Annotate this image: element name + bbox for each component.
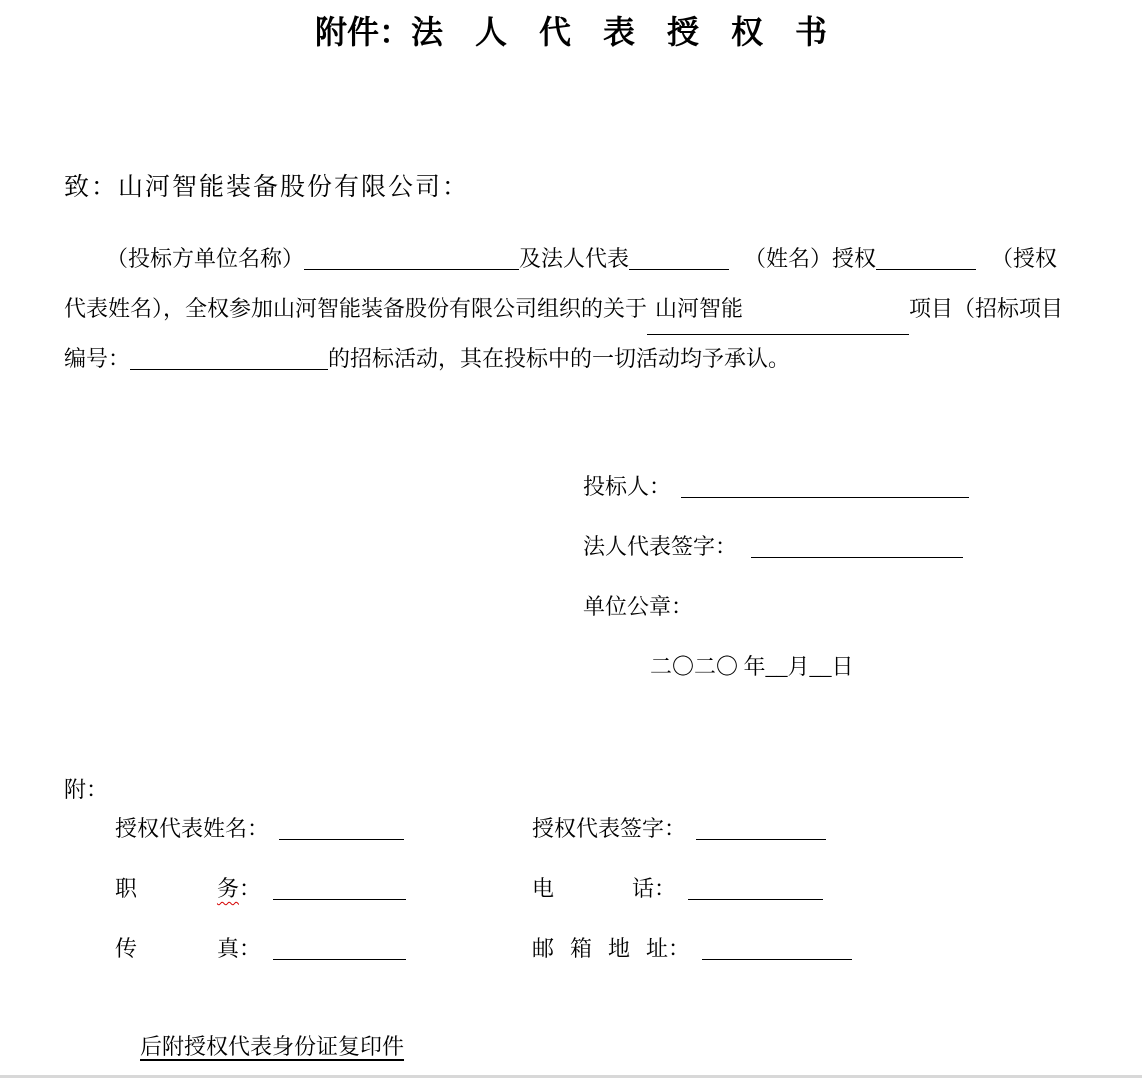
rep-name-cell bbox=[115, 814, 404, 844]
tender-project-number-blank[interactable] bbox=[130, 349, 328, 370]
legal-rep-signature-label: 法人代表签字： bbox=[583, 534, 738, 559]
document-title: 附件：法 人 代 表 授 权 书 bbox=[314, 14, 827, 50]
body-text: （姓名）授权 bbox=[744, 246, 877, 271]
body-text: 及法人代表 bbox=[519, 246, 630, 271]
body-text: 代表姓名），全权参加山河智能装备股份有限公司组织的关于 bbox=[64, 296, 648, 321]
attachment-heading: 附： bbox=[64, 777, 109, 802]
company-seal-row bbox=[583, 593, 693, 621]
email-label bbox=[532, 934, 690, 964]
fax-label bbox=[115, 934, 261, 964]
body-text: 的招标活动，其在投标中的一切活动均予承认。 bbox=[328, 346, 791, 371]
fax-label-part: 真： bbox=[216, 936, 261, 961]
body-line-3 bbox=[64, 334, 1080, 384]
body-text: 编号： bbox=[64, 346, 131, 371]
footer-note: 后附授权代表身份证复印件 bbox=[140, 1034, 405, 1059]
body-line-1 bbox=[64, 234, 1080, 284]
bidder-signature-row bbox=[583, 473, 969, 501]
legal-rep-signature-blank[interactable] bbox=[751, 537, 963, 558]
position-label bbox=[115, 874, 261, 904]
position-label-part: 职 bbox=[115, 876, 138, 901]
email-label-part: 箱 bbox=[569, 936, 592, 961]
company-seal-label: 单位公章： bbox=[583, 594, 694, 619]
rep-name-blank[interactable] bbox=[279, 819, 404, 840]
phone-label bbox=[532, 874, 676, 904]
salutation-line: 致：山河智能装备股份有限公司： bbox=[64, 174, 470, 201]
rep-signature-blank[interactable] bbox=[696, 819, 826, 840]
fax-label-part: 传 bbox=[115, 936, 138, 961]
authorized-rep-name-blank[interactable] bbox=[876, 249, 976, 270]
phone-label-part: 电 bbox=[532, 876, 555, 901]
legal-rep-name-blank[interactable] bbox=[629, 249, 729, 270]
legal-rep-signature-row bbox=[583, 533, 963, 561]
email-blank[interactable] bbox=[702, 939, 852, 960]
phone-cell bbox=[532, 874, 823, 904]
position-label-colon: ： bbox=[238, 876, 261, 901]
position-blank[interactable] bbox=[273, 879, 406, 900]
body-text: （授权 bbox=[991, 246, 1058, 271]
phone-blank[interactable] bbox=[688, 879, 823, 900]
position-label-part bbox=[217, 874, 261, 904]
email-cell bbox=[532, 934, 852, 964]
body-text: 项目（招标项目 bbox=[909, 296, 1064, 321]
rep-signature-cell bbox=[532, 814, 826, 844]
phone-label-part: 话： bbox=[631, 876, 676, 901]
position-label-misspelled: 务 bbox=[216, 876, 239, 901]
bidder-label: 投标人： bbox=[583, 474, 672, 499]
rep-name-label: 授权代表姓名： bbox=[115, 816, 270, 841]
position-cell bbox=[115, 874, 406, 904]
bidder-signature-blank[interactable] bbox=[681, 477, 969, 498]
project-name-filled-blank[interactable]: 山河智能 bbox=[647, 284, 909, 335]
body-paragraph bbox=[64, 234, 1080, 384]
fax-blank[interactable] bbox=[273, 939, 406, 960]
date-line: 二〇二〇 年__月__日 bbox=[650, 654, 854, 679]
body-text: （投标方单位名称） bbox=[106, 246, 305, 271]
fax-cell bbox=[115, 934, 406, 964]
body-line-2 bbox=[64, 284, 1080, 334]
email-label-part: 邮 bbox=[532, 936, 555, 961]
rep-signature-label: 授权代表签字： bbox=[532, 816, 687, 841]
email-label-part: 址： bbox=[645, 936, 690, 961]
bidder-company-name-blank[interactable] bbox=[304, 249, 519, 270]
email-label-part: 地 bbox=[607, 936, 630, 961]
